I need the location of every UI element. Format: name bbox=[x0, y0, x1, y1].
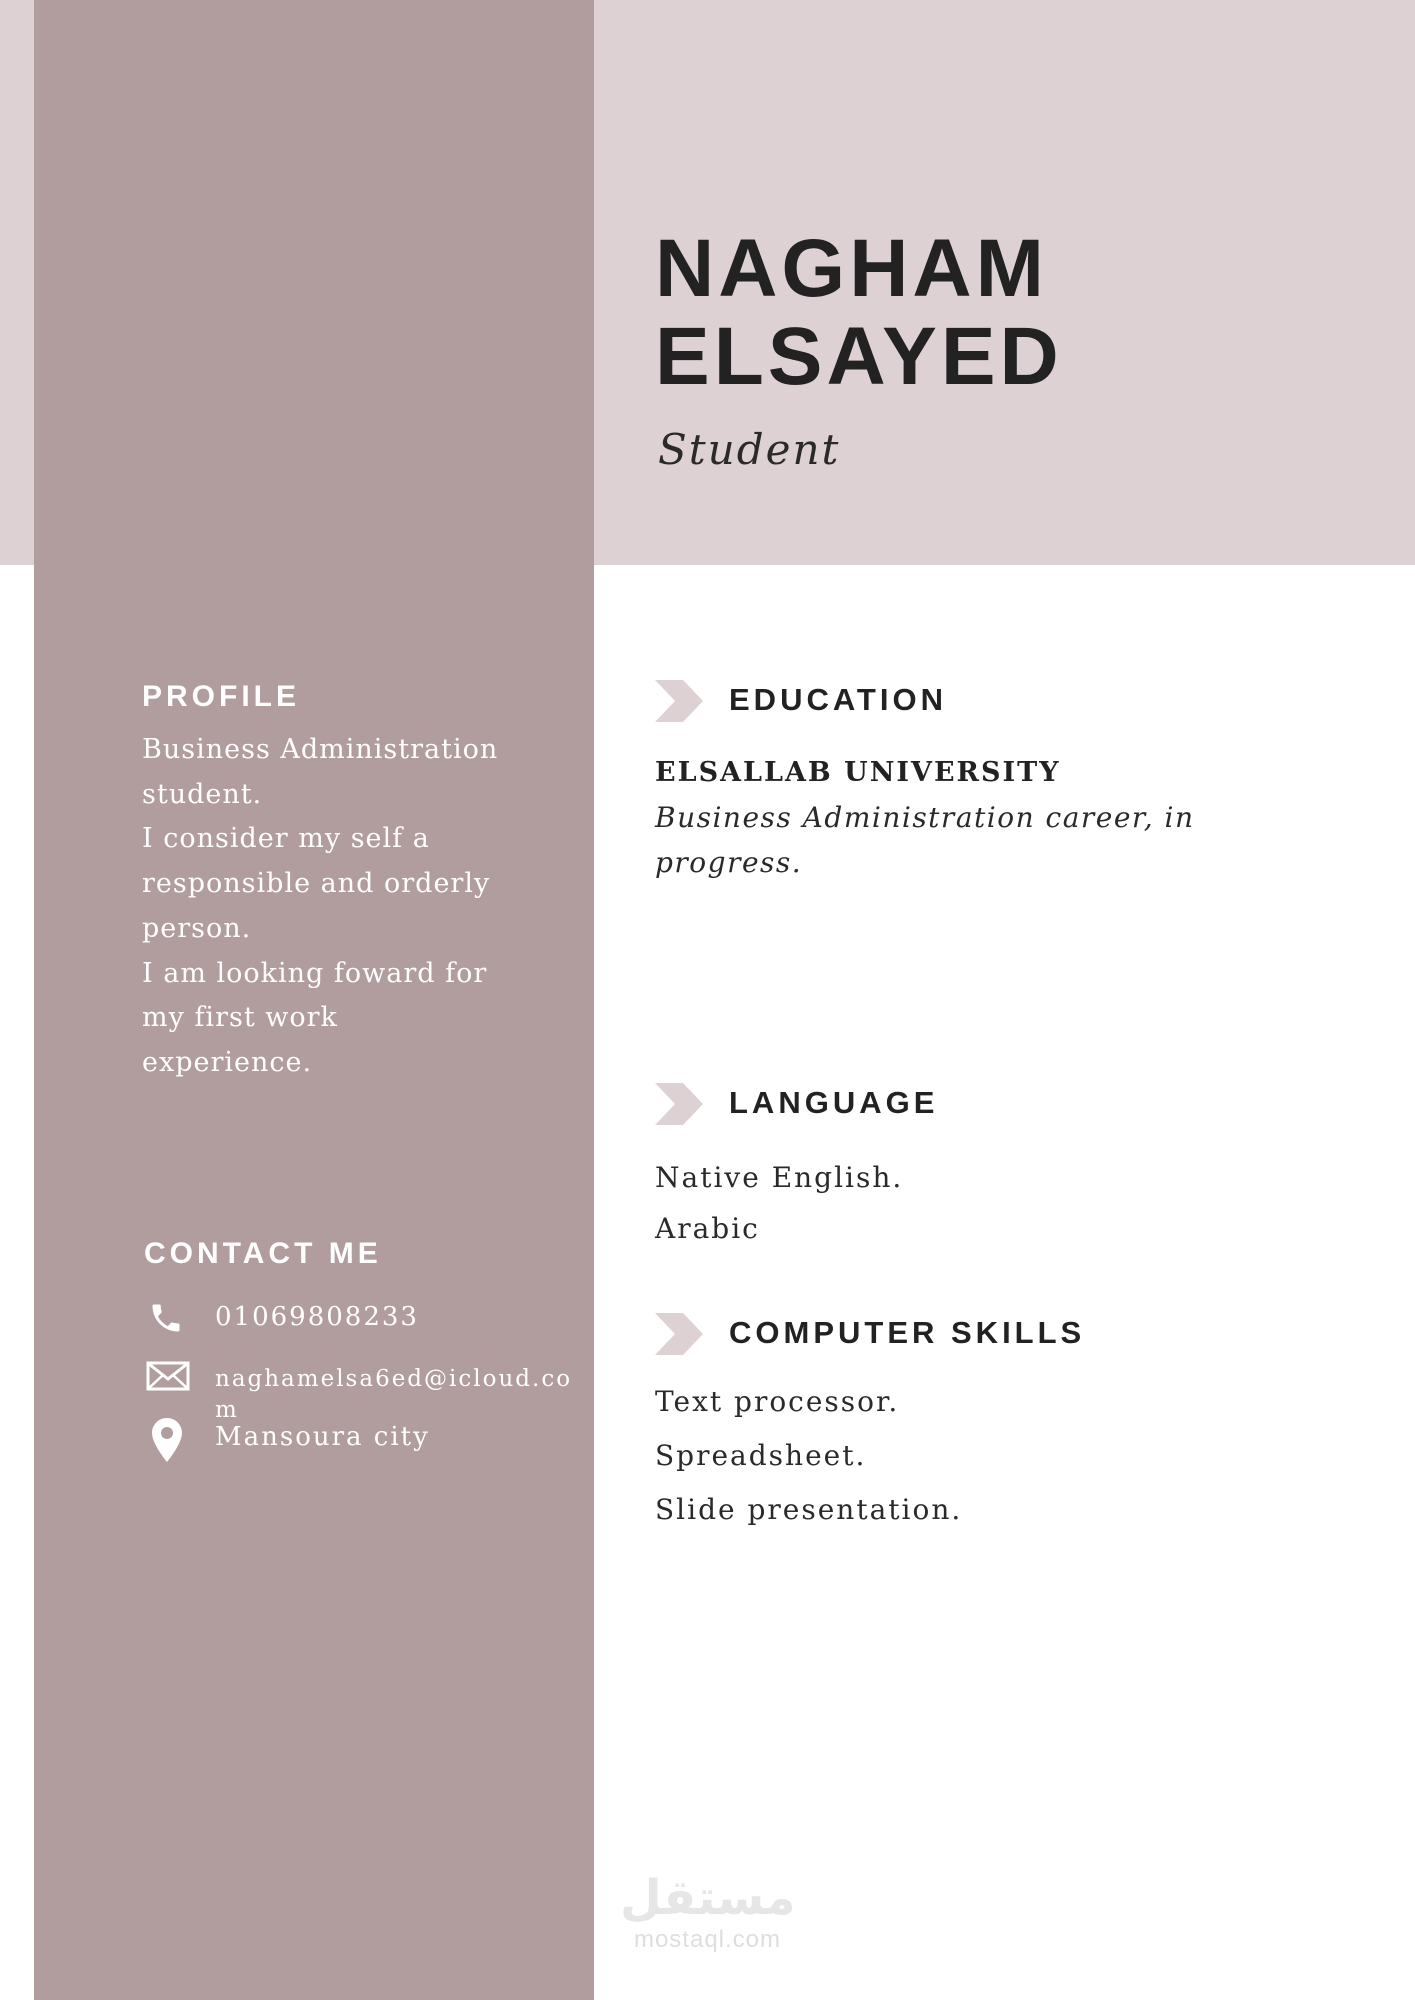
job-title: Student bbox=[658, 425, 841, 474]
profile-line: I consider my self a bbox=[142, 823, 430, 855]
profile-heading: PROFILE bbox=[142, 680, 301, 713]
skill-item: Slide presentation. bbox=[655, 1493, 963, 1526]
profile-line: student. bbox=[142, 778, 263, 810]
language-list bbox=[655, 1152, 903, 1254]
last-name: ELSAYED bbox=[655, 311, 1063, 402]
email-address[interactable] bbox=[215, 1364, 572, 1426]
first-name: NAGHAM bbox=[655, 223, 1048, 314]
profile-line: experience. bbox=[142, 1046, 313, 1078]
profile-line: my first work bbox=[142, 1002, 338, 1034]
contact-email-row bbox=[140, 1360, 580, 1422]
email-line: m bbox=[215, 1397, 239, 1423]
chevron-right-icon bbox=[655, 1313, 703, 1355]
contact-heading: CONTACT ME bbox=[144, 1237, 382, 1270]
chevron-right-icon bbox=[655, 1083, 703, 1125]
profile-line: I am looking foward for bbox=[142, 957, 488, 989]
skills-heading: COMPUTER SKILLS bbox=[729, 1315, 1086, 1350]
skills-heading-row bbox=[655, 1309, 1355, 1359]
profile-line: Business Administration bbox=[142, 734, 499, 765]
career-line: Business Administration career, in bbox=[655, 801, 1195, 834]
school-name: ELSALLAB UNIVERSITY bbox=[655, 757, 1061, 788]
profile-text bbox=[142, 728, 562, 1086]
language-item: Native English. bbox=[655, 1161, 904, 1194]
skill-item: Text processor. bbox=[655, 1385, 900, 1418]
language-heading-row bbox=[655, 1079, 1355, 1129]
language-item: Arabic bbox=[655, 1212, 760, 1245]
career-description bbox=[655, 795, 1215, 885]
watermark-url: mostaql.com bbox=[633, 1926, 782, 1953]
career-line: progress. bbox=[655, 846, 803, 879]
chevron-right-icon bbox=[655, 680, 703, 722]
profile-line: responsible and orderly bbox=[142, 868, 491, 900]
email-line: naghamelsa6ed@icloud.co bbox=[215, 1366, 573, 1392]
skills-list bbox=[655, 1375, 962, 1537]
watermark bbox=[620, 1870, 795, 1954]
watermark-logo: مستقل bbox=[620, 1870, 796, 1926]
profile-line: person. bbox=[142, 912, 252, 944]
language-heading: LANGUAGE bbox=[729, 1085, 939, 1120]
envelope-icon bbox=[146, 1360, 190, 1396]
education-heading: EDUCATION bbox=[729, 682, 947, 717]
phone-icon bbox=[148, 1300, 184, 1340]
contact-location-row bbox=[140, 1418, 580, 1468]
candidate-name bbox=[655, 225, 1395, 401]
location: Mansoura city bbox=[215, 1422, 430, 1452]
location-pin-icon bbox=[152, 1418, 182, 1466]
phone-number[interactable]: 01069808233 bbox=[215, 1302, 419, 1332]
contact-phone-row bbox=[140, 1298, 580, 1338]
education-heading-row bbox=[655, 676, 1355, 726]
skill-item: Spreadsheet. bbox=[655, 1439, 867, 1472]
